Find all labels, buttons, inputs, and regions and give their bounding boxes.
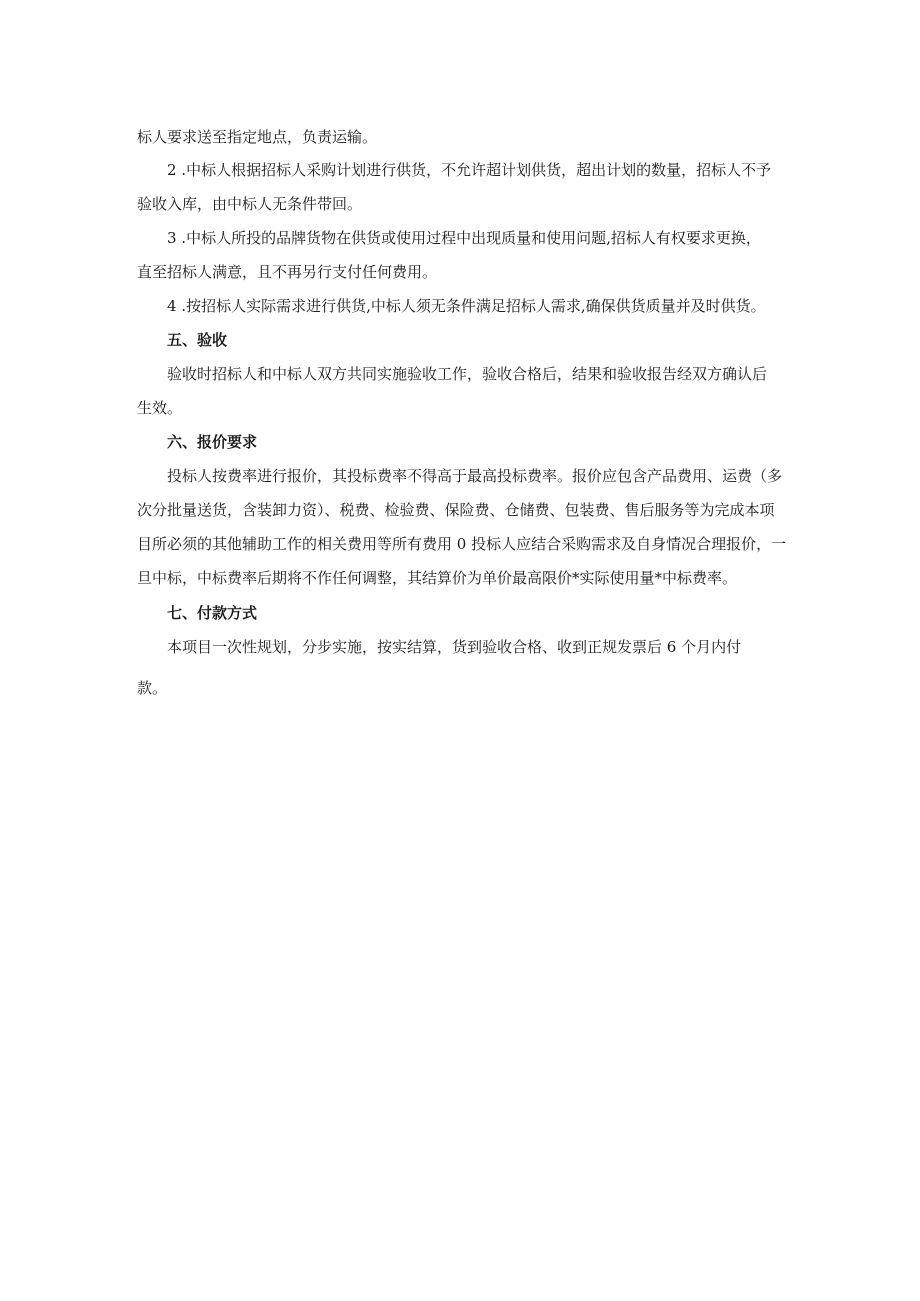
section-6-line-2: 次分批量送货，含装卸力资）、税费、检验费、保险费、仓储费、包装费、售后服务等为完成本项 bbox=[137, 501, 775, 519]
supply-item-4-line-1: 4 .按招标人实际需求进行供货,中标人须无条件满足招标人需求,确保供货质量并及时供货。 bbox=[167, 297, 766, 315]
section-7-heading: 七、付款方式 bbox=[167, 604, 258, 622]
supply-item-3-line-2: 直至招标人满意，且不再另行支付任何费用。 bbox=[137, 263, 438, 281]
section-7-line-1: 本项目一次性规划，分步实施，按实结算，货到验收合格、收到正规发票后 6 个月内付 bbox=[167, 638, 742, 656]
supply-item-2-line-2: 验收入库，由中标人无条件带回。 bbox=[137, 195, 363, 213]
section-5-line-2: 生效。 bbox=[137, 399, 183, 417]
section-7-line-2: 款。 bbox=[137, 679, 168, 697]
supply-continuation-text: 标人要求送至指定地点，负责运输。 bbox=[137, 128, 378, 146]
section-6-line-1: 投标人按费率进行报价，其投标费率不得高于最高投标费率。报价应包含产品费用、运费（多 bbox=[167, 467, 783, 485]
section-6-line-3: 目所必须的其他辅助工作的相关费用等所有费用 0 投标人应结合采购需求及自身情况合理报价，一 bbox=[137, 535, 787, 553]
section-5-line-1: 验收时招标人和中标人双方共同实施验收工作，验收合格后，结果和验收报告经双方确认后 bbox=[167, 365, 768, 383]
section-5-heading: 五、验收 bbox=[167, 331, 228, 349]
section-6-line-4: 旦中标，中标费率后期将不作任何调整，其结算价为单价最高限价*实际使用量*中标费率。 bbox=[137, 569, 738, 587]
section-6-heading: 六、报价要求 bbox=[167, 433, 258, 451]
supply-item-2-line-1: 2 .中标人根据招标人采购计划进行供货，不允许超计划供货，超出计划的数量，招标人不予 bbox=[167, 161, 772, 179]
supply-item-3-line-1: 3 .中标人所投的品牌货物在供货或使用过程中出现质量和使用问题,招标人有权要求更换， bbox=[167, 229, 761, 247]
